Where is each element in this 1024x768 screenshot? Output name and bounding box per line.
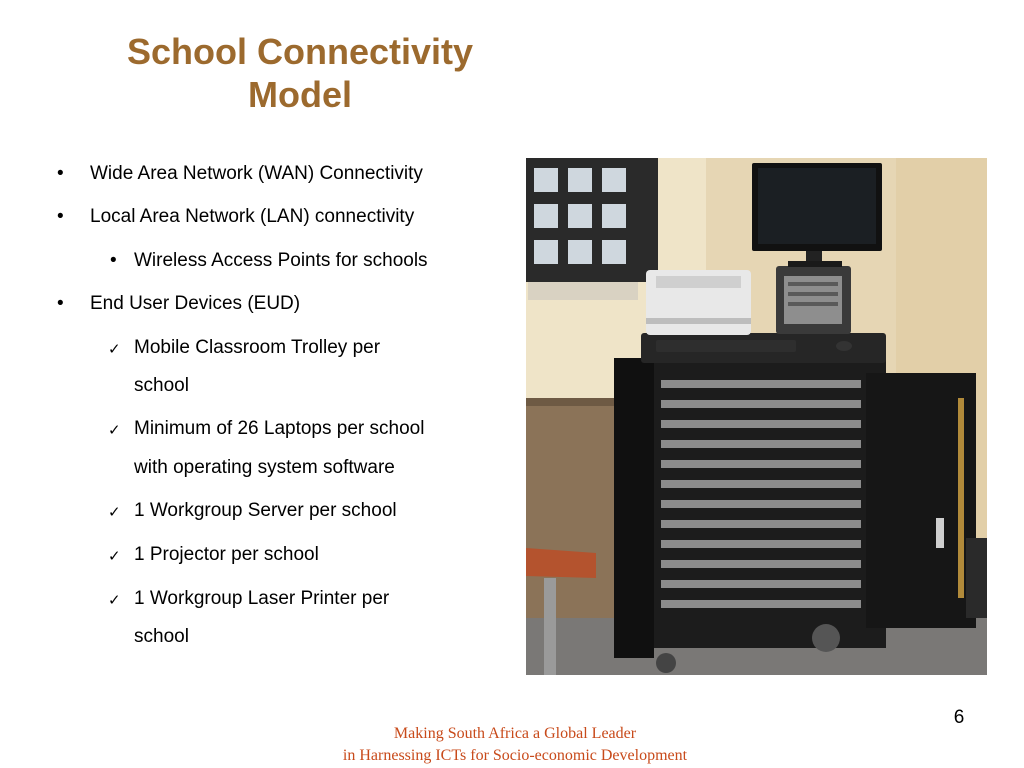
check-item-trolley-line1: Mobile Classroom Trolley per [134,337,381,358]
title-line-1: School Connectivity [126,31,474,72]
bullet-dot-icon: • [110,250,117,271]
check-item-printer-line1: 1 Workgroup Laser Printer per [134,588,390,609]
check-item-server: 1 Workgroup Server per school [134,500,397,521]
bullet-dot-icon: • [57,206,64,227]
checkmark-icon: ✓ [108,548,121,565]
window-blocks [528,160,656,300]
check-item-laptops-line2: with operating system software [134,457,395,478]
checkmark-icon: ✓ [108,341,121,358]
check-item-projector: 1 Projector per school [134,544,319,565]
bullet-dot-icon: • [57,293,64,314]
bullet-lan: Local Area Network (LAN) connectivity [90,206,415,227]
footer [250,723,780,767]
bullet-dot-icon: • [57,163,64,184]
check-item-laptops-line1: Minimum of 26 Laptops per school [134,418,425,439]
server [776,266,851,334]
bullet-eud: End User Devices (EUD) [90,293,301,314]
checkmark-icon: ✓ [108,592,121,609]
check-item-printer-line2: school [134,626,189,647]
sub-bullet-wireless: Wireless Access Points for schools [134,250,428,271]
check-item-trolley-line2: school [134,375,189,396]
trolley-photo [526,158,987,675]
footer-line-2: in Harnessing ICTs for Socio-economic Development [342,747,688,764]
checkmark-icon: ✓ [108,422,121,439]
checkmark-icon: ✓ [108,504,121,521]
bullet-list [0,0,520,700]
page-number: 6 [953,707,965,728]
bullet-wan: Wide Area Network (WAN) Connectivity [90,163,423,184]
footer-line-1: Making South Africa a Global Leader [393,725,637,742]
title-line-2: Model [248,74,352,115]
printer [646,270,751,335]
